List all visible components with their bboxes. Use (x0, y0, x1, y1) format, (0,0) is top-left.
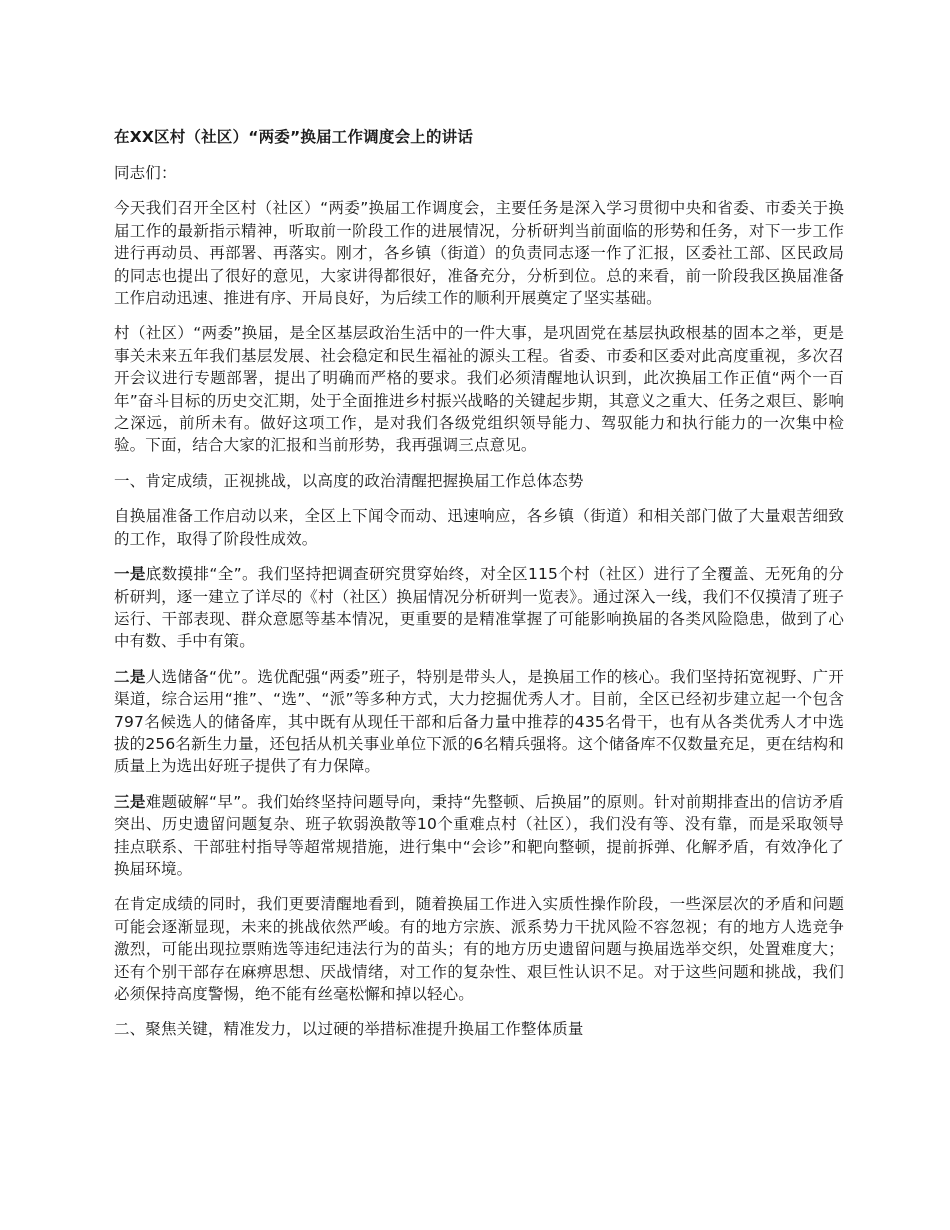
paragraph-text: 人选储备“优”。选优配强“两委”班子，特别是带头人，是换届工作的核心。我们坚持拓宽视野、广开渠道，综合运用“推”、“选”、“派”等多种方式，大力挖掘优秀人才。目前，全区已经初步建立起一个包含797名候选人的储备库，其中既有从现任干部和后备力量中推荐的435名骨干，也有从各类优秀人才中选拔的256名新生力量，还包括从机关事业单位下派的6名精兵强将。这个储备库不仅数量充足，更在结构和质量上为选出好班子提供了有力保障。 (114, 667, 844, 776)
paragraph-point-two (114, 666, 844, 778)
point-lead: 三是 (114, 792, 146, 811)
paragraph-significance (114, 322, 844, 456)
section-heading-text: 一、肯定成绩，正视挑战，以高度的政治清醒把握换届工作总体态势 (114, 471, 584, 490)
paragraph-text: 在肯定成绩的同时，我们更要清醒地看到，随着换届工作进入实质性操作阶段，一些深层次的矛盾和问题可能会逐渐显现，未来的挑战依然严峻。有的地方宗族、派系势力干扰风险不容忽视；有的地方人选竞争激烈，可能出现拉票贿选等违纪违法行为的苗头；有的地方历史遗留问题与换届选举交织，处置难度大；还有个别干部存在麻痹思想、厌战情绪，对工作的复杂性、艰巨性认识不足。对于这些问题和挑战，我们必须保持高度警惕，绝不能有丝毫松懈和掉以轻心。 (114, 895, 844, 1003)
paragraph-point-one (114, 563, 844, 653)
paragraph-text: 村（社区）“两委”换届，是全区基层政治生活中的一件大事，是巩固党在基层执政根基的固本之举，更是事关未来五年我们基层发展、社会稳定和民生福祉的源头工程。省委、市委和区委对此高度重视，多次召开会议进行专题部署，提出了明确而严格的要求。我们必须清醒地认识到，此次换届工作正值“两个一百年”奋斗目标的历史交汇期，处于全面推进乡村振兴战略的关键起步期，其意义之重大、任务之艰巨、影响之深远，前所未有。做好这项工作，是对我们各级党组织领导能力、驾驭能力和执行能力的一次集中检验。下面，结合大家的汇报和当前形势，我再强调三点意见。 (114, 324, 844, 455)
point-lead: 一是 (114, 565, 146, 584)
paragraph-challenges (114, 893, 844, 1005)
section-heading-text: 二、聚焦关键，精准发力，以过硬的举措标准提升换届工作整体质量 (114, 1020, 584, 1039)
point-lead: 二是 (114, 667, 146, 686)
salutation: 同志们： (114, 164, 177, 182)
paragraph-opening (114, 197, 844, 309)
paragraph-point-three (114, 791, 844, 881)
section-heading-2 (114, 1018, 844, 1040)
paragraph-text: 难题破解“早”。我们始终坚持问题导向，秉持“先整顿、后换届”的原则。针对前期排查出的信访矛盾突出、历史遗留问题复杂、班子软弱涣散等10个重难点村（社区），我们没有等、没有靠，而是采取领导挂点联系、干部驻村指导等超常规措施，进行集中“会诊”和靶向整顿，提前拆弹、化解矛盾，有效净化了换届环境。 (114, 792, 844, 878)
paragraph-text: 底数摸排“全”。我们坚持把调查研究贯穿始终，对全区115个村（社区）进行了全覆盖、无死角的分析研判，逐一建立了详尽的《村（社区）换届情况分析研判一览表》。通过深入一线，我们不仅摸清了班子运行、干部表现、群众意愿等基本情况，更重要的是精准掌握了可能影响换届的各类风险隐患，做到了心中有数、手中有策。 (114, 565, 844, 651)
paragraph-text: 今天我们召开全区村（社区）“两委”换届工作调度会，主要任务是深入学习贯彻中央和省委、市委关于换届工作的最新指示精神，听取前一阶段工作的进展情况，分析研判当前面临的形势和任务，对下一步工作进行再动员、再部署、再落实。刚才，各乡镇（街道）的负责同志逐一作了汇报，区委社工部、区民政局的同志也提出了很好的意见，大家讲得都很好，准备充分，分析到位。总的来看，前一阶段我区换届准备工作启动迅速、推进有序、开局良好，为后续工作的顺利开展奠定了坚实基础。 (114, 199, 844, 308)
section-heading-1 (114, 470, 844, 492)
document-title: 在XX区村（社区）“两委”换届工作调度会上的讲话 (114, 128, 474, 146)
paragraph-progress (114, 505, 844, 550)
paragraph-text: 自换届准备工作启动以来，全区上下闻令而动、迅速响应，各乡镇（街道）和相关部门做了大量艰苦细致的工作，取得了阶段性成效。 (114, 507, 844, 548)
document-page (114, 126, 844, 1054)
